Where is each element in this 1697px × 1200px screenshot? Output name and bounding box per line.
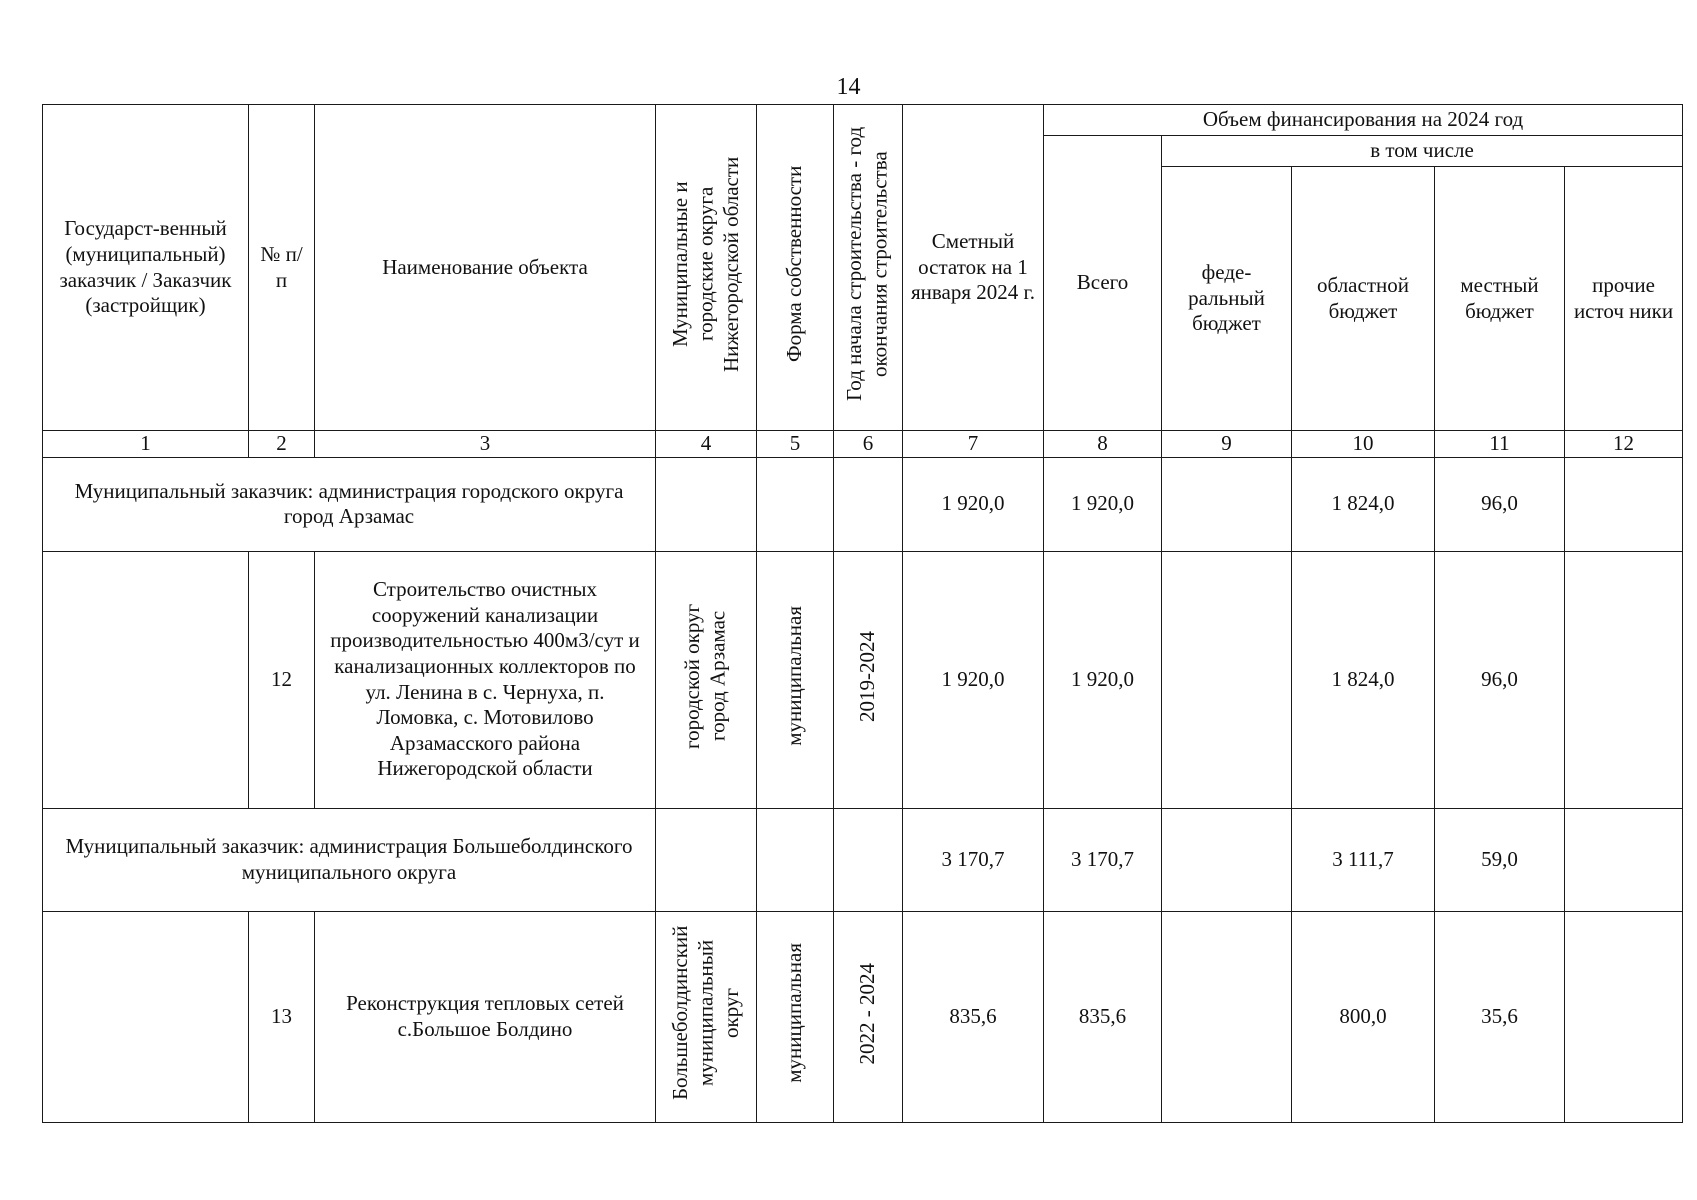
- object-estimated-balance: 835,6: [903, 911, 1044, 1122]
- header-other: прочие источ ники: [1565, 167, 1683, 431]
- group-regional: 1 824,0: [1292, 457, 1435, 551]
- group-estimated-balance: 1 920,0: [903, 457, 1044, 551]
- group-years: [834, 808, 903, 911]
- object-municipality: [656, 551, 757, 808]
- column-number: 9: [1162, 431, 1292, 458]
- header-total: Всего: [1044, 136, 1162, 431]
- header-customer: Государст-венный (муниципальный) заказчик / Заказчик (застройщик): [43, 105, 249, 431]
- group-total: 1 920,0: [1044, 457, 1162, 551]
- object-local: 96,0: [1435, 551, 1565, 808]
- group-federal: [1162, 457, 1292, 551]
- object-customer: [43, 551, 249, 808]
- header-municipalities: [656, 105, 757, 431]
- page-number: 14: [836, 74, 861, 100]
- object-years-text: 2022 - 2024: [855, 962, 880, 1065]
- column-numbers-row: [43, 431, 1683, 458]
- column-number: 1: [43, 431, 249, 458]
- object-name: Строительство очистных сооружений канализации производительностью 400м3/сут и канализационных коллекторов по ул. Ленина в с. Чернуха, п. Ломовка, с. Мотовилово Арзамасского района Нижегородской области: [315, 551, 656, 808]
- object-other: [1565, 911, 1683, 1122]
- header-including: в том числе: [1162, 136, 1683, 167]
- object-regional: 1 824,0: [1292, 551, 1435, 808]
- investment-program-table: [42, 104, 1683, 1123]
- header-municipalities-text: Муниципальные и городские округа Нижегородской области: [667, 156, 743, 372]
- group-local: 59,0: [1435, 808, 1565, 911]
- column-number: 8: [1044, 431, 1162, 458]
- column-number: 5: [757, 431, 834, 458]
- header-number: № п/п: [249, 105, 315, 431]
- object-row: [43, 911, 1683, 1122]
- column-number: 3: [315, 431, 656, 458]
- object-years: [834, 551, 903, 808]
- object-federal: [1162, 911, 1292, 1122]
- group-regional: 3 111,7: [1292, 808, 1435, 911]
- group-local: 96,0: [1435, 457, 1565, 551]
- header-ownership: [757, 105, 834, 431]
- object-municipality-text: городской округ город Арзамас: [680, 603, 730, 749]
- object-ownership: [757, 551, 834, 808]
- header-local: местный бюджет: [1435, 167, 1565, 431]
- column-number: 7: [903, 431, 1044, 458]
- column-number: 4: [656, 431, 757, 458]
- group-municipality: [656, 808, 757, 911]
- object-federal: [1162, 551, 1292, 808]
- object-local: 35,6: [1435, 911, 1565, 1122]
- object-municipality-text: Большеболдинский муниципальный округ: [667, 926, 743, 1101]
- object-row: [43, 551, 1683, 808]
- group-customer: Муниципальный заказчик: администрация Большеболдинского муниципального округа: [43, 808, 656, 911]
- column-number: 2: [249, 431, 315, 458]
- object-number: 13: [249, 911, 315, 1122]
- group-other: [1565, 457, 1683, 551]
- object-years-text: 2019-2024: [855, 630, 880, 722]
- column-number: 6: [834, 431, 903, 458]
- object-years: [834, 911, 903, 1122]
- column-number: 12: [1565, 431, 1683, 458]
- header-estimated-balance: Сметный остаток на 1 января 2024 г.: [903, 105, 1044, 431]
- object-ownership-text: муниципальная: [782, 606, 807, 747]
- group-municipality: [656, 457, 757, 551]
- header-ownership-text: Форма собственности: [782, 166, 807, 363]
- object-ownership: [757, 911, 834, 1122]
- header-federal: феде-ральный бюджет: [1162, 167, 1292, 431]
- object-total: 835,6: [1044, 911, 1162, 1122]
- header-years-text: Год начала строительства - год окончания строительства: [842, 127, 892, 402]
- object-customer: [43, 911, 249, 1122]
- object-estimated-balance: 1 920,0: [903, 551, 1044, 808]
- object-name: Реконструкция тепловых сетей с.Большое Болдино: [315, 911, 656, 1122]
- column-number: 11: [1435, 431, 1565, 458]
- object-municipality: [656, 911, 757, 1122]
- header-regional: областной бюджет: [1292, 167, 1435, 431]
- header-financing-volume: Объем финансирования на 2024 год: [1044, 105, 1683, 136]
- column-number: 10: [1292, 431, 1435, 458]
- group-customer: Муниципальный заказчик: администрация городского округа город Арзамас: [43, 457, 656, 551]
- group-ownership: [757, 457, 834, 551]
- object-number: 12: [249, 551, 315, 808]
- group-years: [834, 457, 903, 551]
- group-ownership: [757, 808, 834, 911]
- group-estimated-balance: 3 170,7: [903, 808, 1044, 911]
- object-ownership-text: муниципальная: [782, 943, 807, 1084]
- customer-group-row: [43, 457, 1683, 551]
- object-total: 1 920,0: [1044, 551, 1162, 808]
- header-object-name: Наименование объекта: [315, 105, 656, 431]
- group-total: 3 170,7: [1044, 808, 1162, 911]
- group-federal: [1162, 808, 1292, 911]
- header-row-top: [43, 105, 1683, 136]
- header-years: [834, 105, 903, 431]
- group-other: [1565, 808, 1683, 911]
- object-other: [1565, 551, 1683, 808]
- object-regional: 800,0: [1292, 911, 1435, 1122]
- customer-group-row: [43, 808, 1683, 911]
